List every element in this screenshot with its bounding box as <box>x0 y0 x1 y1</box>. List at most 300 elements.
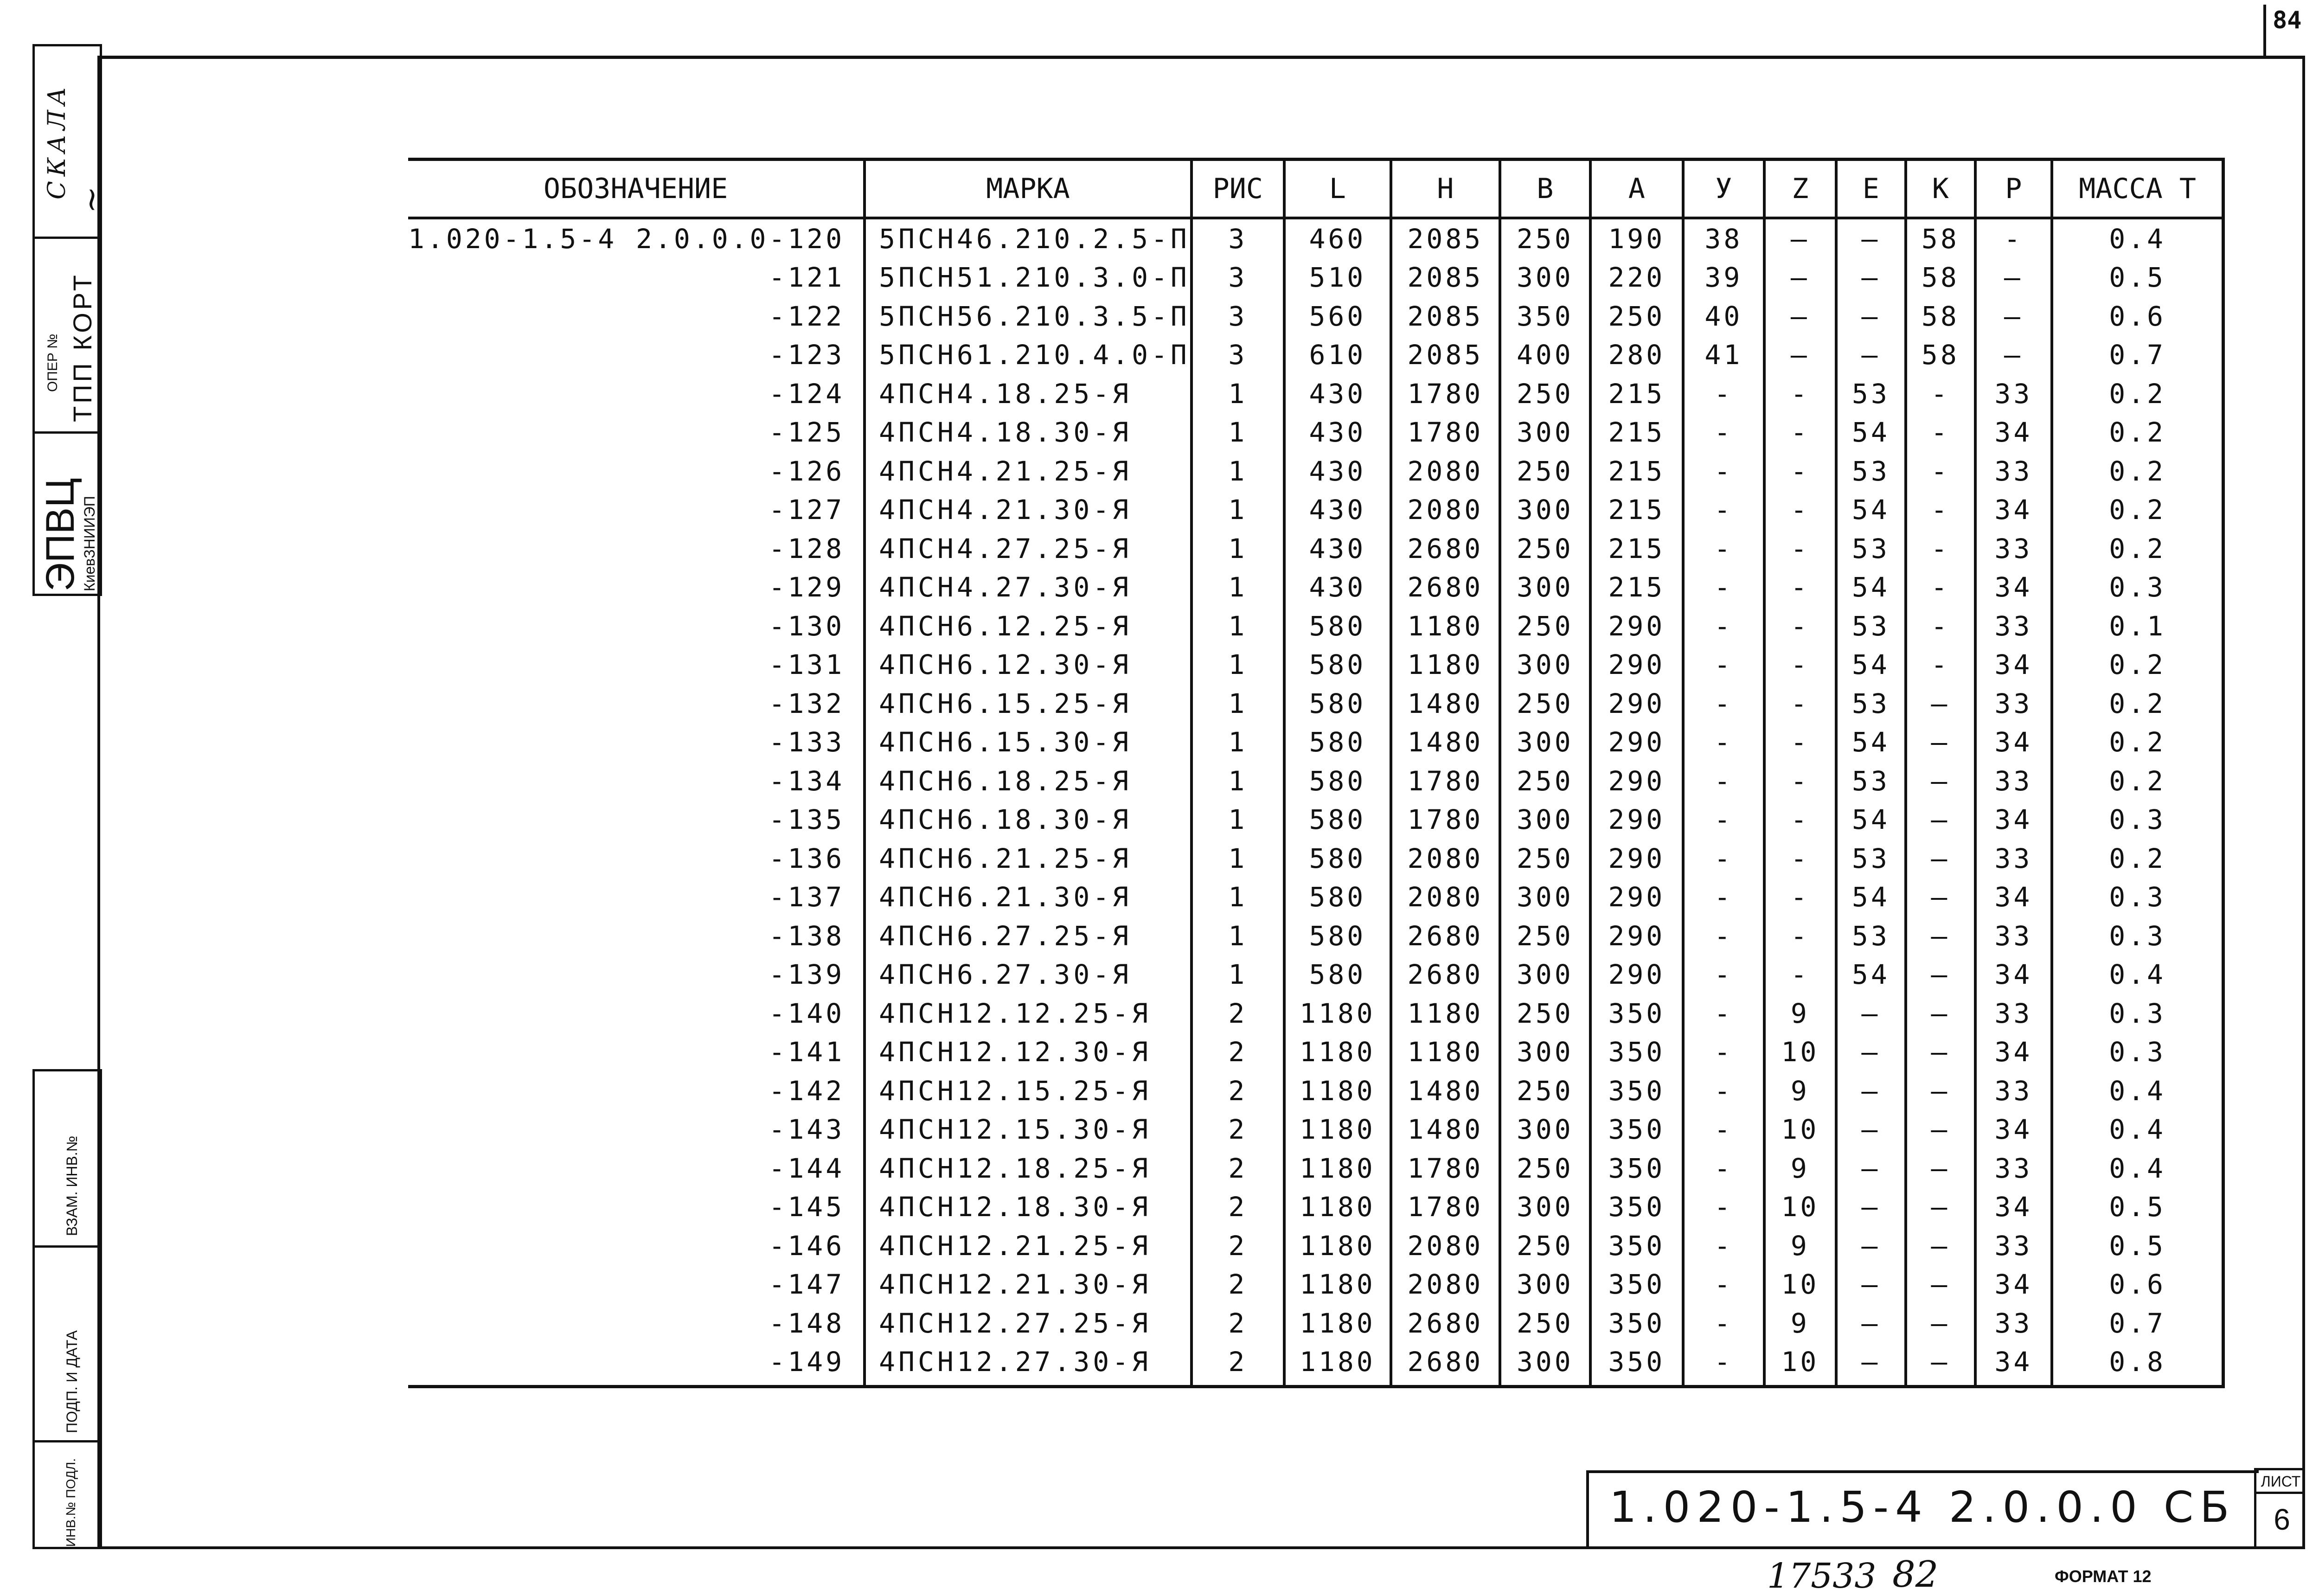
table-cell: 0.4 <box>2052 955 2223 994</box>
table-cell: – <box>1906 994 1975 1033</box>
table-cell: 33 <box>1975 839 2052 878</box>
table-cell: 4ПСН6.15.25-Я <box>865 684 1192 723</box>
stamp-oper-cell <box>32 237 102 434</box>
table-cell: - <box>1683 955 1764 994</box>
table-cell: 4ПСН4.21.25-Я <box>865 452 1192 491</box>
table-cell: - <box>1683 1265 1764 1304</box>
table-cell: 300 <box>1500 1188 1590 1227</box>
table-cell: 4ПСН6.15.30-Я <box>865 723 1192 762</box>
table-cell: – <box>1906 1226 1975 1265</box>
table-cell: 1780 <box>1391 762 1500 801</box>
table-cell: 580 <box>1284 955 1391 994</box>
table-cell: 53 <box>1836 529 1906 568</box>
table-cell: 4ПСН12.21.25-Я <box>865 1226 1192 1265</box>
stamp-podp: ПОДП. И ДАТА <box>64 1330 80 1433</box>
table-row <box>408 1149 2223 1188</box>
table-cell: 1 <box>1192 839 1284 878</box>
table-cell: 2 <box>1192 1149 1284 1188</box>
table-cell: 1 <box>1192 568 1284 607</box>
table-cell: -132 <box>769 687 845 719</box>
table-cell: – <box>1764 218 1836 258</box>
table-cell: - <box>1683 607 1764 646</box>
table-cell: 0.3 <box>2052 878 2223 917</box>
table-cell: 4ПСН12.15.30-Я <box>865 1110 1192 1149</box>
table-cell: 5ПСН61.210.4.0-П <box>865 336 1192 375</box>
column-header: K <box>1906 160 1975 218</box>
table-cell: 1480 <box>1391 1110 1500 1149</box>
table-cell: 300 <box>1500 1343 1590 1387</box>
table-cell: 4ПСН12.18.25-Я <box>865 1149 1192 1188</box>
table-cell: 1480 <box>1391 684 1500 723</box>
format-label: ФОРМАТ 12 <box>2055 1567 2152 1586</box>
table-cell: – <box>1906 684 1975 723</box>
table-cell: 2 <box>1192 994 1284 1033</box>
table-cell: - <box>1764 452 1836 491</box>
table-cell: 9 <box>1764 1226 1836 1265</box>
table-cell: 350 <box>1590 1071 1683 1110</box>
table-cell: 1480 <box>1391 723 1500 762</box>
column-header: A <box>1590 160 1683 218</box>
table-cell: 350 <box>1590 1188 1683 1227</box>
table-cell: 400 <box>1500 336 1590 375</box>
table-cell: 34 <box>1975 413 2052 452</box>
table-cell: - <box>1683 568 1764 607</box>
table-cell: 1180 <box>1391 607 1500 646</box>
table-cell: - <box>1764 413 1836 452</box>
table-cell: 250 <box>1500 452 1590 491</box>
table-row <box>408 839 2223 878</box>
table-row <box>408 336 2223 375</box>
table-row <box>408 917 2223 955</box>
table-cell: - <box>1683 452 1764 491</box>
column-header: H <box>1391 160 1500 218</box>
sheet-number: 6 <box>2254 1494 2307 1549</box>
table-cell: 580 <box>1284 917 1391 955</box>
table-cell: -136 <box>769 842 845 874</box>
table-cell: 1 <box>1192 723 1284 762</box>
table-cell: - <box>1683 878 1764 917</box>
table-cell: – <box>1906 878 1975 917</box>
table-cell: 250 <box>1500 1226 1590 1265</box>
table-cell: 34 <box>1975 568 2052 607</box>
table-cell: – <box>1906 1265 1975 1304</box>
table-cell: 53 <box>1836 452 1906 491</box>
table-cell: 53 <box>1836 917 1906 955</box>
document-designation: 1.020-1.5-4 2.0.0.0 СБ <box>1609 1482 2236 1532</box>
table-cell: – <box>1764 336 1836 375</box>
table-cell: 290 <box>1590 839 1683 878</box>
table-cell: - <box>1764 374 1836 413</box>
table-cell: 53 <box>1836 684 1906 723</box>
table-cell: -133 <box>769 726 845 758</box>
table-cell: 4ПСН4.18.25-Я <box>865 374 1192 413</box>
table-cell: 290 <box>1590 684 1683 723</box>
stamp-org-sub: КиевЗНИИЭП <box>81 496 98 591</box>
table-cell: - <box>1683 723 1764 762</box>
table-cell: 0.2 <box>2052 452 2223 491</box>
table-cell: - <box>1683 1033 1764 1072</box>
table-cell: 40 <box>1683 297 1764 336</box>
table-cell: 2080 <box>1391 1265 1500 1304</box>
table-cell: -138 <box>769 920 845 952</box>
table-cell: - <box>1764 684 1836 723</box>
table-cell: 300 <box>1500 491 1590 530</box>
table-cell: 350 <box>1590 994 1683 1033</box>
table-cell: 560 <box>1284 297 1391 336</box>
table-cell: 580 <box>1284 646 1391 685</box>
table-cell: 1180 <box>1284 1033 1391 1072</box>
table-cell: 58 <box>1906 297 1975 336</box>
table-cell: 2085 <box>1391 218 1500 258</box>
table-cell: - <box>1683 684 1764 723</box>
table-cell: 10 <box>1764 1110 1836 1149</box>
table-row <box>408 1188 2223 1227</box>
table-cell: 1 <box>1192 646 1284 685</box>
table-cell: 460 <box>1284 218 1391 258</box>
table-row <box>408 762 2223 801</box>
table-cell: 1 <box>1192 491 1284 530</box>
table-cell: – <box>1906 762 1975 801</box>
table-cell: 4ПСН12.27.25-Я <box>865 1304 1192 1343</box>
table-cell: - <box>1683 762 1764 801</box>
table-cell: 1.020-1.5-4 2.0.0.0-120 <box>408 223 845 255</box>
table-cell: – <box>1836 258 1906 297</box>
table-cell: - <box>1906 607 1975 646</box>
table-cell: 580 <box>1284 607 1391 646</box>
table-cell: 1 <box>1192 452 1284 491</box>
table-cell: 0.3 <box>2052 994 2223 1033</box>
table-cell: 54 <box>1836 568 1906 607</box>
table-cell: -134 <box>769 765 845 797</box>
table-cell: 3 <box>1192 218 1284 258</box>
table-cell: - <box>1764 878 1836 917</box>
table-cell: 1180 <box>1391 646 1500 685</box>
table-cell: 1 <box>1192 684 1284 723</box>
table-cell: -130 <box>769 610 845 642</box>
table-cell: – <box>1836 1226 1906 1265</box>
table-cell: 4ПСН12.15.25-Я <box>865 1071 1192 1110</box>
table-cell: – <box>1975 258 2052 297</box>
sheet-label: ЛИСТ <box>2254 1468 2305 1494</box>
table-cell: 1180 <box>1284 1110 1391 1149</box>
table-cell: 4ПСН4.21.30-Я <box>865 491 1192 530</box>
table-cell: - <box>1764 917 1836 955</box>
table-cell: 10 <box>1764 1033 1836 1072</box>
table-cell: - <box>1764 568 1836 607</box>
table-cell: - <box>1683 1226 1764 1265</box>
table-cell: - <box>1764 646 1836 685</box>
table-cell: 0.4 <box>2052 218 2223 258</box>
table-cell: 9 <box>1764 994 1836 1033</box>
table-cell: 33 <box>1975 607 2052 646</box>
table-cell: 54 <box>1836 723 1906 762</box>
table-cell: 34 <box>1975 646 2052 685</box>
table-cell: 350 <box>1500 297 1590 336</box>
table-cell: 0.4 <box>2052 1149 2223 1188</box>
table-row <box>408 452 2223 491</box>
stamp-org: ЭПВЦ <box>38 478 83 591</box>
table-cell: 54 <box>1836 491 1906 530</box>
table-cell: 0.2 <box>2052 413 2223 452</box>
table-row <box>408 646 2223 685</box>
table-cell: - <box>1764 955 1836 994</box>
table-cell: 41 <box>1683 336 1764 375</box>
handwritten-number: 82 <box>1892 1554 1939 1596</box>
table-cell: 2080 <box>1391 1226 1500 1265</box>
table-cell: - <box>1906 529 1975 568</box>
table-cell: 430 <box>1284 568 1391 607</box>
specification-table <box>408 158 2225 1388</box>
table-cell: 0.4 <box>2052 1110 2223 1149</box>
table-cell: 250 <box>1500 762 1590 801</box>
table-cell: 1180 <box>1284 1304 1391 1343</box>
table-cell: -137 <box>769 881 845 913</box>
table-cell: - <box>1683 1343 1764 1387</box>
table-cell: 9 <box>1764 1149 1836 1188</box>
table-cell: 350 <box>1590 1226 1683 1265</box>
table-row <box>408 801 2223 840</box>
table-cell: -147 <box>769 1269 845 1301</box>
table-cell: 290 <box>1590 801 1683 840</box>
table-cell: 215 <box>1590 374 1683 413</box>
table-cell: 0.5 <box>2052 1226 2223 1265</box>
table-cell: - <box>1683 413 1764 452</box>
column-header: МАССА Т <box>2052 160 2223 218</box>
table-cell: – <box>1906 917 1975 955</box>
table-row <box>408 1071 2223 1110</box>
table-cell: 580 <box>1284 723 1391 762</box>
table-cell: 1180 <box>1284 1188 1391 1227</box>
table-cell: 1480 <box>1391 1071 1500 1110</box>
table-cell: 0.3 <box>2052 568 2223 607</box>
table-cell: -140 <box>769 997 845 1029</box>
table-cell: – <box>1836 1304 1906 1343</box>
table-cell: 1 <box>1192 801 1284 840</box>
table-cell: 250 <box>1500 1304 1590 1343</box>
table-cell: 2085 <box>1391 297 1500 336</box>
table-cell: – <box>1906 1110 1975 1149</box>
table-cell: 610 <box>1284 336 1391 375</box>
table-cell: 2080 <box>1391 839 1500 878</box>
table-cell: 4ПСН12.12.30-Я <box>865 1033 1192 1072</box>
table-cell: 2 <box>1192 1110 1284 1149</box>
table-cell: 2 <box>1192 1265 1284 1304</box>
table-cell: 0.2 <box>2052 839 2223 878</box>
column-header: E <box>1836 160 1906 218</box>
table-cell: 300 <box>1500 955 1590 994</box>
table-cell: 34 <box>1975 491 2052 530</box>
table-row <box>408 258 2223 297</box>
table-cell: 350 <box>1590 1033 1683 1072</box>
table-cell: 1 <box>1192 374 1284 413</box>
table-cell: 4ПСН12.18.30-Я <box>865 1188 1192 1227</box>
table-cell: 2080 <box>1391 452 1500 491</box>
table-cell: - <box>1683 646 1764 685</box>
table-cell: – <box>1764 258 1836 297</box>
stamp-inv: ИНВ.№ ПОДЛ. <box>64 1458 78 1547</box>
table-row <box>408 1304 2223 1343</box>
table-cell: 1780 <box>1391 1188 1500 1227</box>
table-cell: 1 <box>1192 607 1284 646</box>
table-cell: - <box>1683 839 1764 878</box>
table-row <box>408 1110 2223 1149</box>
table-cell: 0.2 <box>2052 762 2223 801</box>
table-cell: 215 <box>1590 452 1683 491</box>
table-cell: – <box>1836 1071 1906 1110</box>
table-cell: 300 <box>1500 258 1590 297</box>
table-cell: 580 <box>1284 878 1391 917</box>
table-cell: 33 <box>1975 994 2052 1033</box>
table-cell: 0.4 <box>2052 1071 2223 1110</box>
table-cell: 2 <box>1192 1226 1284 1265</box>
table-cell: 0.2 <box>2052 723 2223 762</box>
table-cell: 350 <box>1590 1110 1683 1149</box>
table-cell: 300 <box>1500 1265 1590 1304</box>
table-row <box>408 374 2223 413</box>
table-cell: -126 <box>769 455 845 487</box>
table-cell: 33 <box>1975 684 2052 723</box>
table-cell: – <box>1836 1110 1906 1149</box>
table-cell: - <box>1683 529 1764 568</box>
table-cell: - <box>1764 762 1836 801</box>
table-row <box>408 994 2223 1033</box>
column-header: РИС <box>1192 160 1284 218</box>
table-cell: 190 <box>1590 218 1683 258</box>
table-cell: – <box>1975 336 2052 375</box>
table-cell: -128 <box>769 532 845 564</box>
table-cell: 215 <box>1590 529 1683 568</box>
table-cell: 1180 <box>1284 1343 1391 1387</box>
table-cell: 10 <box>1764 1265 1836 1304</box>
table-cell: 1180 <box>1284 1149 1391 1188</box>
table-cell: – <box>1906 955 1975 994</box>
table-cell: 300 <box>1500 801 1590 840</box>
table-cell: 1180 <box>1284 1226 1391 1265</box>
table-cell: -124 <box>769 378 845 410</box>
table-cell: – <box>1906 1149 1975 1188</box>
table-cell: -139 <box>769 959 845 991</box>
table-cell: 33 <box>1975 1149 2052 1188</box>
table-cell: -127 <box>769 494 845 526</box>
table-row <box>408 1033 2223 1072</box>
table-cell: 580 <box>1284 762 1391 801</box>
column-header: B <box>1500 160 1590 218</box>
table-cell: 0.1 <box>2052 607 2223 646</box>
table-cell: -141 <box>769 1036 845 1068</box>
table-cell: 0.2 <box>2052 491 2223 530</box>
table-cell: – <box>1906 839 1975 878</box>
table-cell: – <box>1836 1149 1906 1188</box>
table-cell: 4ПСН4.27.25-Я <box>865 529 1192 568</box>
table-cell: 33 <box>1975 529 2052 568</box>
stamp-skala-cell <box>32 44 110 239</box>
table-cell: 250 <box>1500 684 1590 723</box>
table-cell: -131 <box>769 649 845 681</box>
table-cell: – <box>1836 218 1906 258</box>
table-cell: 220 <box>1590 258 1683 297</box>
table-cell: 34 <box>1975 878 2052 917</box>
table-cell: 34 <box>1975 1265 2052 1304</box>
table-cell: 290 <box>1590 762 1683 801</box>
table-cell: - <box>1683 1149 1764 1188</box>
table-row <box>408 955 2223 994</box>
table-cell: 1780 <box>1391 374 1500 413</box>
table-cell: 34 <box>1975 955 2052 994</box>
table-cell: 2 <box>1192 1343 1284 1387</box>
stamp-skala: СКАЛА <box>43 82 71 199</box>
table-cell: 430 <box>1284 529 1391 568</box>
table-cell: 34 <box>1975 1343 2052 1387</box>
table-cell: 0.5 <box>2052 258 2223 297</box>
side-stamp-strip <box>32 44 110 1549</box>
table-cell: 4ПСН12.27.30-Я <box>865 1343 1192 1387</box>
table-cell: 54 <box>1836 801 1906 840</box>
table-cell: - <box>1764 607 1836 646</box>
table-cell: 1780 <box>1391 801 1500 840</box>
table-cell: 430 <box>1284 374 1391 413</box>
table-cell: – <box>1906 1071 1975 1110</box>
table-cell: 0.6 <box>2052 1265 2223 1304</box>
table-cell: 215 <box>1590 491 1683 530</box>
table-cell: 430 <box>1284 452 1391 491</box>
table-row <box>408 1226 2223 1265</box>
table-cell: 350 <box>1590 1343 1683 1387</box>
table-cell: 1180 <box>1391 1033 1500 1072</box>
table-cell: 300 <box>1500 646 1590 685</box>
table-cell: 350 <box>1590 1265 1683 1304</box>
table-cell: 4ПСН6.21.30-Я <box>865 878 1192 917</box>
table-row <box>408 218 2223 258</box>
stamp-oper: ОПЕР № <box>45 333 60 392</box>
table-cell: 250 <box>1500 1071 1590 1110</box>
table-cell: 0.8 <box>2052 1343 2223 1387</box>
table-cell: 1 <box>1192 762 1284 801</box>
table-cell: 350 <box>1590 1149 1683 1188</box>
table-cell: 1 <box>1192 529 1284 568</box>
table-cell: – <box>1836 994 1906 1033</box>
table-cell: - <box>1975 218 2052 258</box>
stamp-vzam-cell <box>32 1069 102 1248</box>
table-cell: 0.3 <box>2052 917 2223 955</box>
table-cell: 430 <box>1284 491 1391 530</box>
table-cell: 2080 <box>1391 491 1500 530</box>
table-cell: 34 <box>1975 1110 2052 1149</box>
table-cell: 34 <box>1975 723 2052 762</box>
table-cell: 250 <box>1500 917 1590 955</box>
table-cell: 215 <box>1590 568 1683 607</box>
table-cell: 1 <box>1192 878 1284 917</box>
table-cell: 0.2 <box>2052 374 2223 413</box>
table-cell: 54 <box>1836 413 1906 452</box>
table-cell: -149 <box>408 1343 865 1387</box>
table-cell: -148 <box>769 1307 845 1339</box>
table-row <box>408 878 2223 917</box>
table-cell: 1 <box>1192 413 1284 452</box>
table-cell: -143 <box>769 1114 845 1146</box>
table-cell: 4ПСН6.21.25-Я <box>865 839 1192 878</box>
table-cell: - <box>1683 1110 1764 1149</box>
table-cell: - <box>1764 723 1836 762</box>
table-cell: 250 <box>1500 607 1590 646</box>
inventory-number: 17533 <box>1767 1556 1877 1596</box>
table-cell: 34 <box>1975 1188 2052 1227</box>
table-cell: 215 <box>1590 413 1683 452</box>
stamp-podp-cell <box>32 1245 102 1442</box>
table-cell: 280 <box>1590 336 1683 375</box>
table-cell: 2085 <box>1391 258 1500 297</box>
table-row <box>408 684 2223 723</box>
table-cell: 290 <box>1590 878 1683 917</box>
